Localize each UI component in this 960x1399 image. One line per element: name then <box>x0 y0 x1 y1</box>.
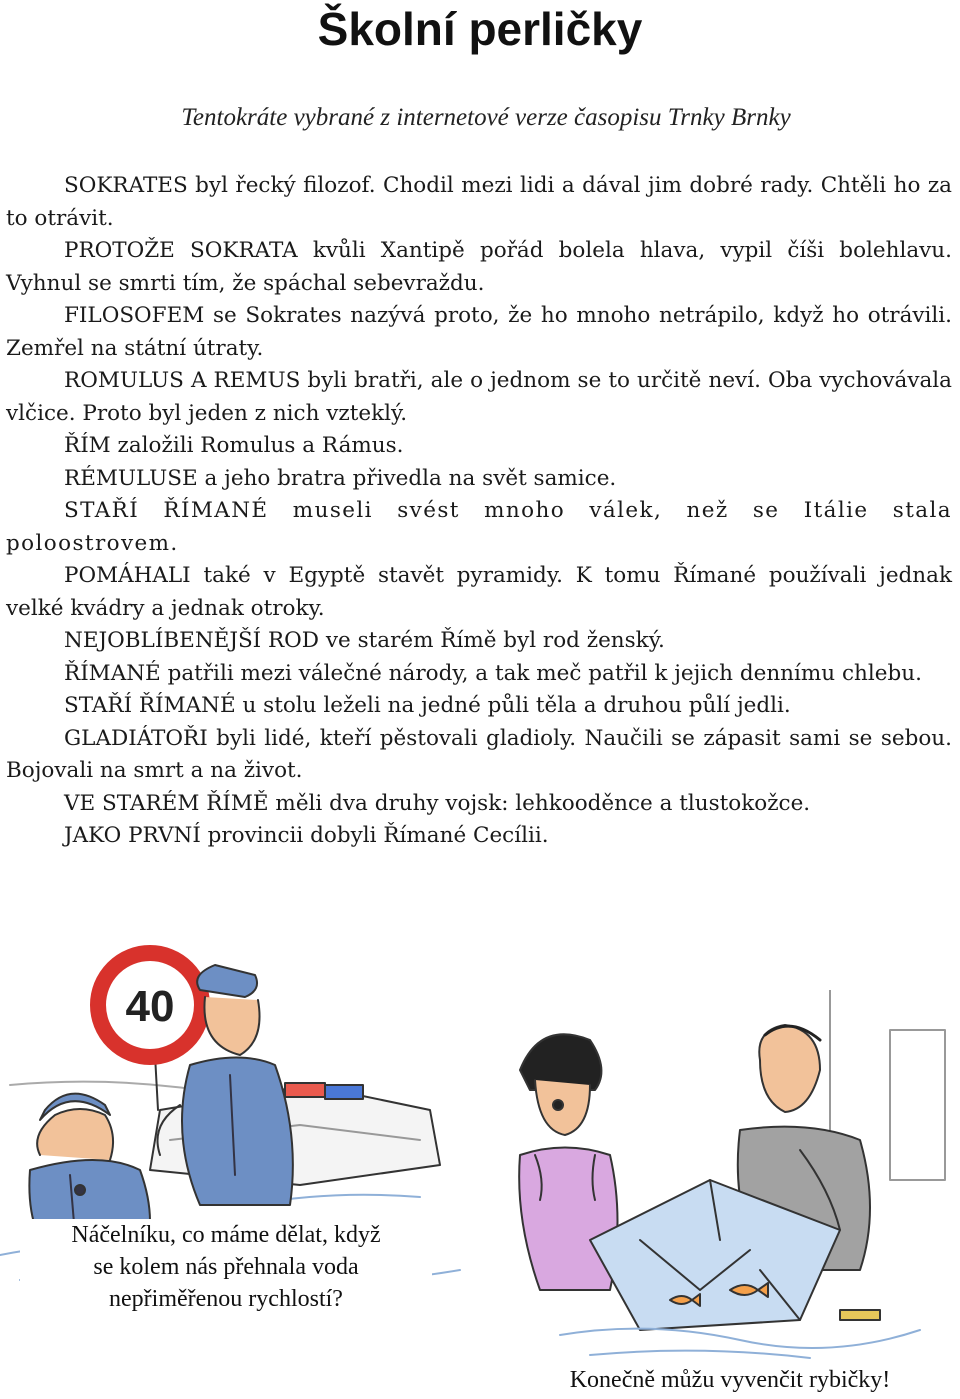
paragraph: JAKO PRVNÍ provincii dobyli Římané Cecílii. <box>64 823 549 848</box>
page-title: Školní perličky <box>317 3 643 55</box>
paragraph: FILOSOFEM se Sokrates nazývá proto, že ho mnoho netrápilo, když ho otrávili. Zemřel na státní útraty. <box>6 303 952 361</box>
page-subtitle: Tentokráte vybrané z internetové verze časopisu Trnky Brnky <box>181 104 791 131</box>
paragraph: ŘÍM založili Romulus a Rámus. <box>64 433 404 458</box>
article-body <box>6 170 952 853</box>
paragraph: RÉMULUSE a jeho bratra přivedla na svět samice. <box>64 465 617 491</box>
paragraph: POMÁHALI také v Egyptě stavět pyramidy. K tomu Římané používali jednak velké kvádry a jednak otroky. <box>6 563 952 621</box>
police-caption <box>20 1219 432 1315</box>
caption-line: nepřiměřenou rychlostí? <box>109 1286 343 1312</box>
paragraph: STAŘÍ ŘÍMANÉ u stolu leželi na jedné půli těla a druhou půlí jedli. <box>64 693 791 718</box>
aquarium-cartoon <box>500 990 950 1365</box>
paragraph: VE STARÉM ŘÍMĚ měli dva druhy vojsk: lehkooděnce a tlustokožce. <box>64 790 811 816</box>
paragraph: GLADIÁTOŘI byli lidé, kteří pěstovali gladioly. Naučili se zápasit sami se sebou. Bojovali na smrt a na život. <box>6 725 952 783</box>
light-bar <box>285 1083 325 1097</box>
paragraph: STAŘÍ ŘÍMANÉ museli svést mnoho válek, než se Itálie stala poloostrovem. <box>6 498 952 556</box>
caption-line: Náčelníku, co máme dělat, když <box>71 1222 381 1248</box>
aquarium-caption: Konečně můžu vyvenčit rybičky! <box>520 1364 940 1396</box>
woman-hair <box>520 1034 601 1090</box>
paragraph: SOKRATES byl řecký filozof. Chodil mezi lidi a dával jim dobré rady. Chtěli ho za to otrávit. <box>6 173 952 231</box>
paragraph: PROTOŽE SOKRATA kvůli Xantipě pořád bolela hlava, vypil číši bolehlavu. Vyhnul se smrti tím, že spáchal sebevraždu. <box>6 238 952 296</box>
paragraph: ŘÍMANÉ patřili mezi válečné národy, a tak meč patřil k jejich dennímu chlebu. <box>64 660 922 686</box>
speed-sign-text: 40 <box>125 982 175 1031</box>
paragraph: ROMULUS A REMUS byli bratři, ale o jednom se to určitě neví. Oba vychovávala vlčice. Proto byl jeden z nich vzteklý. <box>6 368 952 426</box>
caption-line: se kolem nás přehnala voda <box>93 1254 359 1280</box>
paragraph: NEJOBLÍBENĚJŠÍ ROD ve starém Římě byl rod ženský. <box>64 628 665 653</box>
